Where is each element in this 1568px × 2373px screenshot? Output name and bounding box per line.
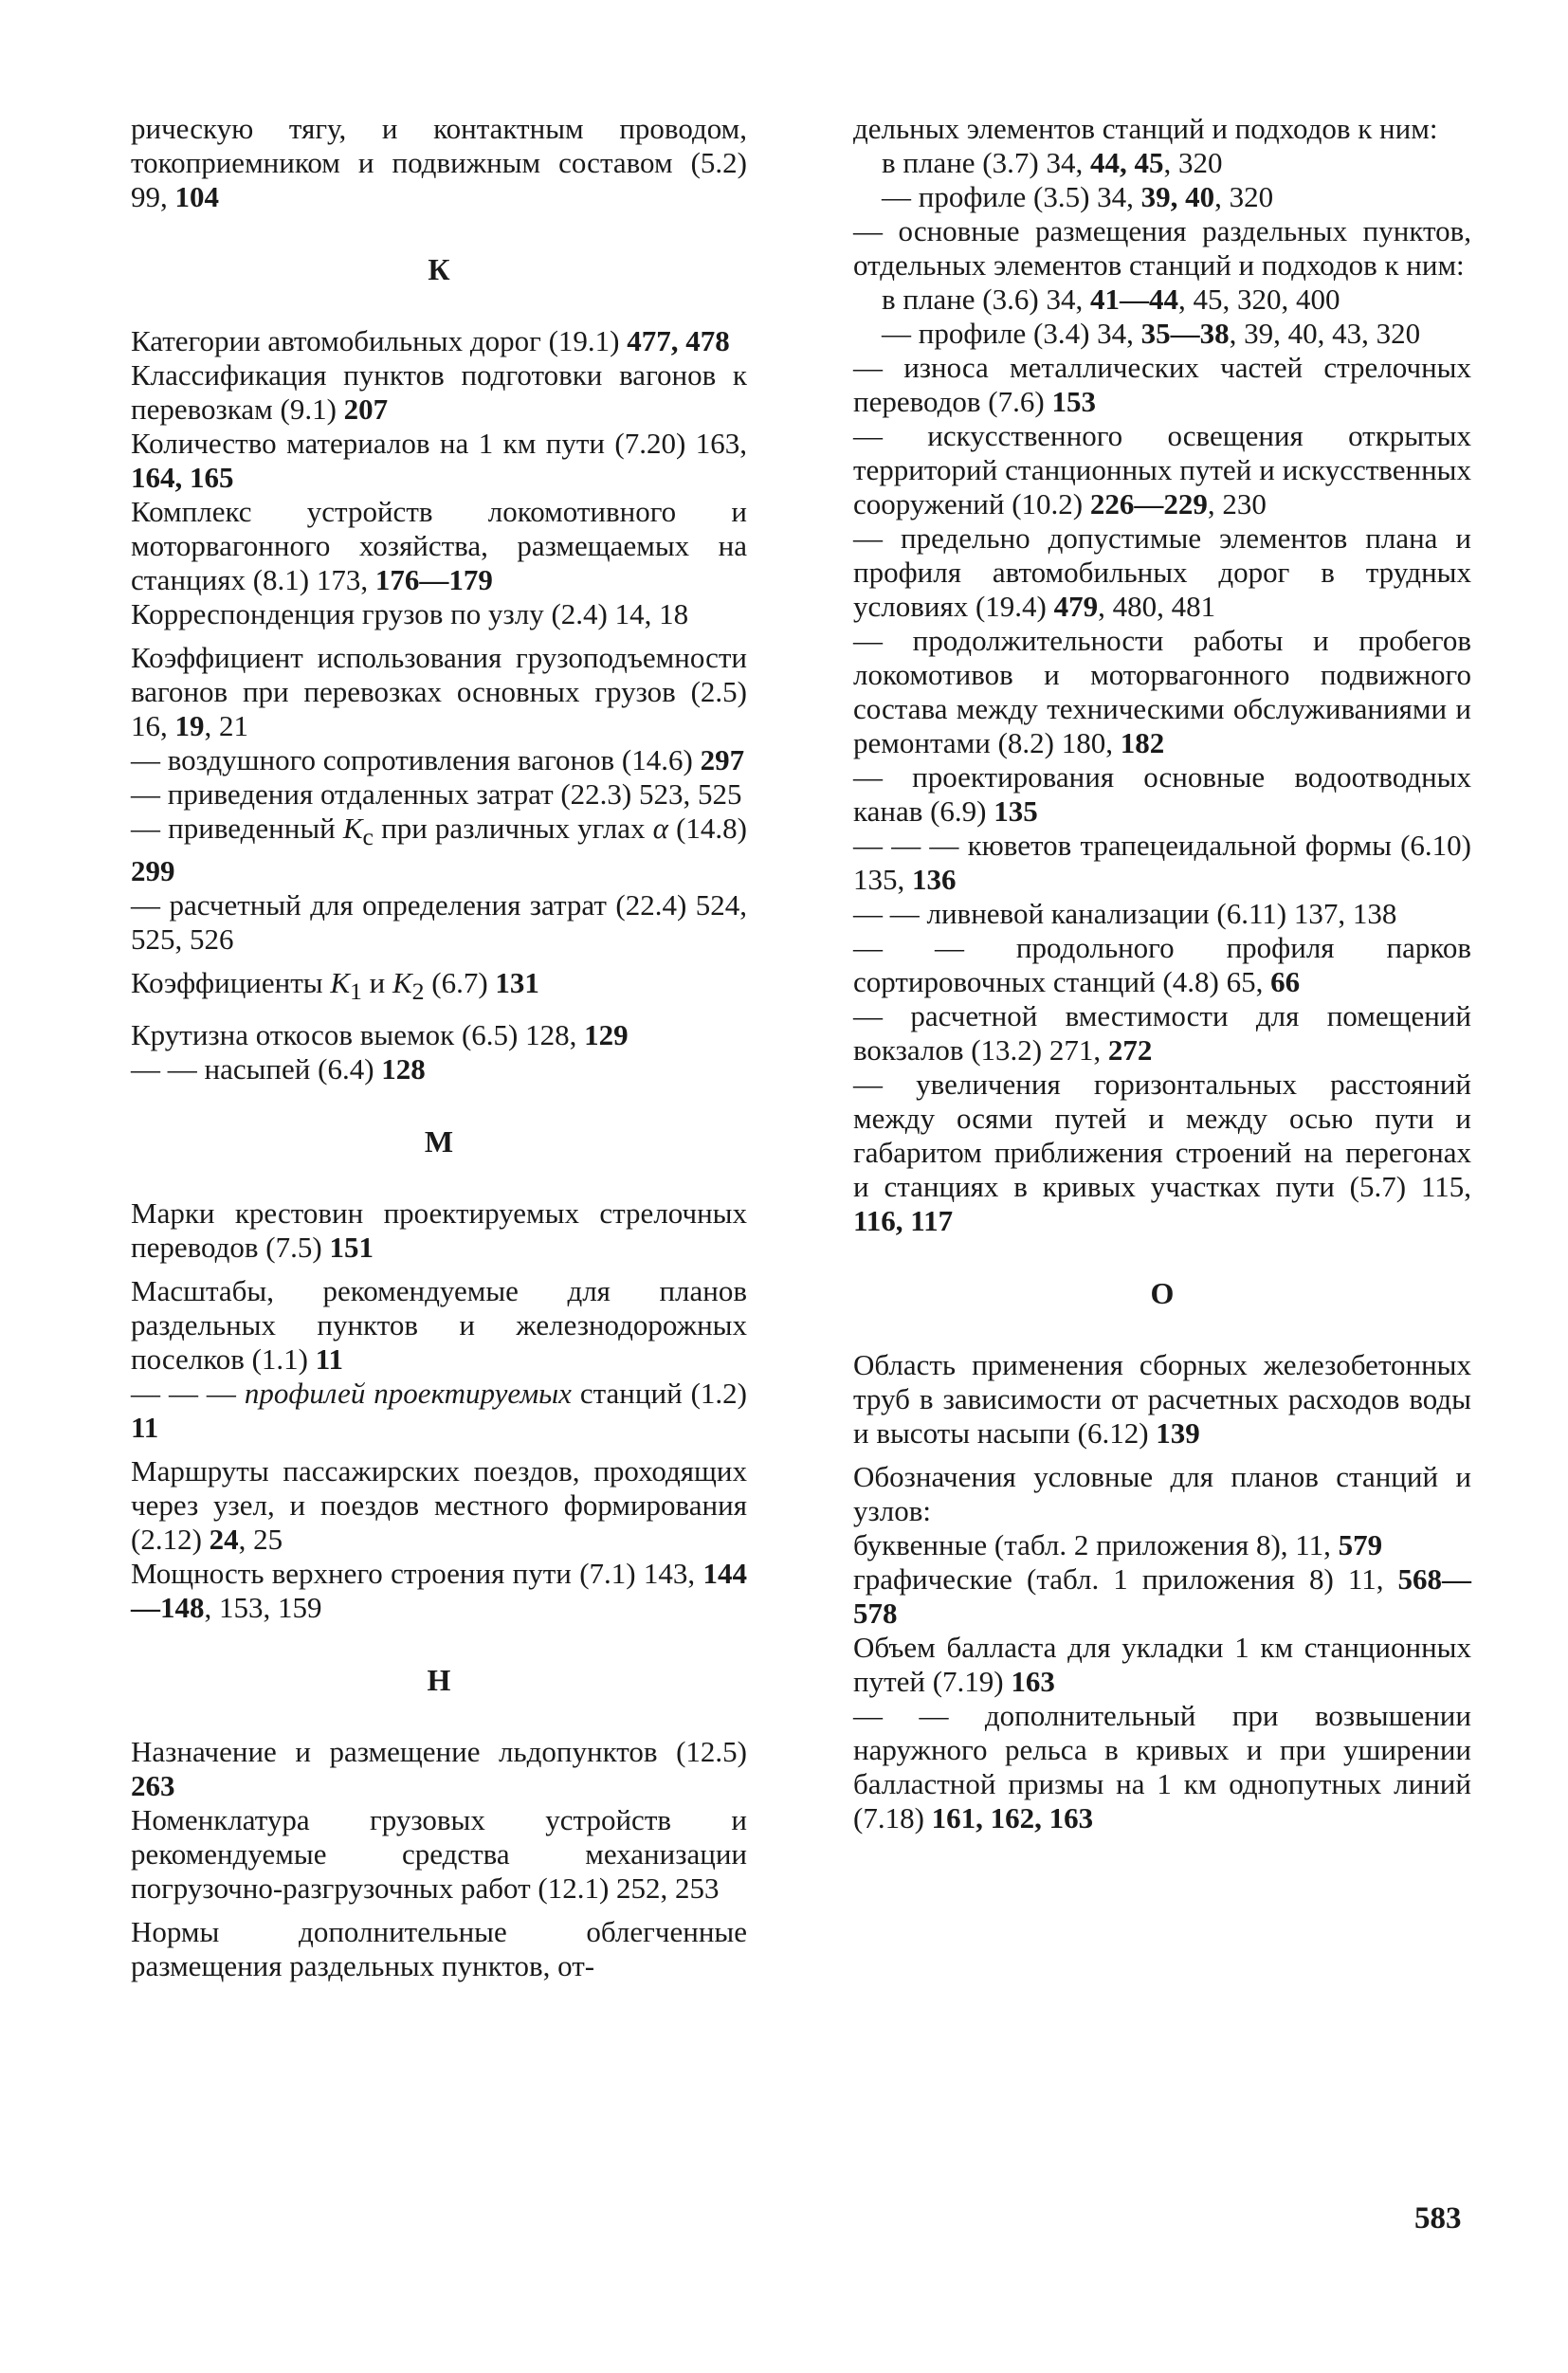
index-entry: Объем балласта для укладки 1 км станционных путей (7.19) 163 <box>853 1631 1471 1698</box>
index-entry: дельных элементов станций и подходов к ним: <box>853 112 1438 145</box>
index-entry: — приведенный $К_с$ при различных углах α (14.8) 299 <box>131 812 747 888</box>
index-entry: — — продольного профиля парков сортировочных станций (4.8) 65, 66 <box>853 931 1471 998</box>
index-entry: Количество материалов на 1 км пути (7.20) 163, 164, 165 <box>131 427 747 494</box>
index-entry: — основные размещения раздельных пунктов, отдельных элементов станций и подходов к ним: <box>853 214 1471 282</box>
index-entry: — проектирования основные водоотводных канав (6.9) 135 <box>853 760 1471 828</box>
index-entry: — — насыпей (6.4) 128 <box>131 1052 426 1086</box>
index-entry: Маршруты пассажирских поездов, проходящих через узел, и поездов местного формирования (2.12) 24, 25 <box>131 1454 747 1557</box>
index-entry: Комплекс устройств локомотивного и моторвагонного хозяйства, размещаемых на станциях (8.1) 173, 176—179 <box>131 495 747 596</box>
index-entry: Крутизна откосов выемок (6.5) 128, 129 <box>131 1018 629 1052</box>
section-letter-o: О <box>1150 1276 1175 1310</box>
index-entry: в плане (3.6) 34, 41—44, 45, 320, 400 <box>882 283 1340 316</box>
index-entry: — — — кюветов трапецеидальной формы (6.10) 135, 136 <box>853 829 1471 896</box>
index-entry: в плане (3.7) 34, 44, 45, 320 <box>882 146 1223 179</box>
index-entry: — искусственного освещения открытых территорий станционных путей и искусственных сооружений (10.2) 226—229, 230 <box>853 419 1471 520</box>
index-entry: буквенные (табл. 2 приложения 8), 11, 579 <box>853 1528 1383 1561</box>
index-entry: Назначение и размещение льдопунктов (12.5) 263 <box>131 1735 747 1803</box>
index-entry: — — — профилей проектируемых станций (1.2) 11 <box>131 1377 747 1445</box>
index-entry: — продолжительности работы и пробегов локомотивов и моторвагонного подвижного состава между техническими обслуживаниями и ремонтами (8.2) 180, 182 <box>853 624 1471 759</box>
index-entry: Корреспонденция грузов по узлу (2.4) 14, 18 <box>131 597 689 630</box>
index-entry: — воздушного сопротивления вагонов (14.6) 297 <box>131 743 745 776</box>
index-entry: — износа металлических частей стрелочных переводов (7.6) 153 <box>853 351 1471 418</box>
index-entry: графические (табл. 1 приложения 8) 11, 568—578 <box>853 1562 1471 1630</box>
index-entry: Обозначения условные для планов станций и узлов: <box>853 1460 1471 1527</box>
index-entry: Нормы дополнительные облегченные размещения раздельных пунктов, от- <box>131 1915 747 1983</box>
index-entry: — приведения отдаленных затрат (22.3) 523, 525 <box>131 777 742 811</box>
index-entry: Марки крестовин проектируемых стрелочных переводов (7.5) 151 <box>131 1196 747 1265</box>
index-entry: — увеличения горизонтальных расстояний между осями путей и между осью пути и габаритом приближения строений на перегонах и станциях в кривых участках пути (5.7) 115, 116, 117 <box>853 1068 1471 1237</box>
index-entry: Масштабы, рекомендуемые для планов раздельных пунктов и железнодорожных поселков (1.1) 11 <box>131 1274 747 1377</box>
index-entry: — — ливневой канализации (6.11) 137, 138 <box>853 897 1397 930</box>
index-entry: Коэффициент использования грузоподъемности вагонов при перевозках основных грузов (2.5) 16, 19, 21 <box>131 641 747 742</box>
index-entry: Классификация пунктов подготовки вагонов к перевозкам (9.1) 207 <box>131 358 747 426</box>
index-entry: — профиле (3.4) 34, 35—38, 39, 40, 43, 320 <box>882 317 1421 350</box>
index-entry: Категории автомобильных дорог (19.1) 477, 478 <box>131 324 730 357</box>
section-letter-m: М <box>424 1124 454 1159</box>
page-number: 583 <box>1414 2201 1462 2236</box>
index-entry: Область применения сборных железобетонных труб в зависимости от расчетных расходов воды и высоты насыпи (6.12) 139 <box>853 1348 1471 1450</box>
index-entry: — — дополнительный при возвышении наружного рельса в кривых и при уширении балластной призмы на 1 км однопутных линий (7.18) 161, 162, 163 <box>853 1699 1471 1835</box>
index-entry: рическую тягу, и контактным проводом, токоприемником и подвижным составом (5.2) 99, 104 <box>131 112 747 213</box>
index-entry: — предельно допустимые элементов плана и профиля автомобильных дорог в трудных условиях (19.4) 479, 480, 481 <box>853 521 1471 623</box>
section-letter-n: Н <box>427 1663 451 1698</box>
index-entry: — профиле (3.5) 34, 39, 40, 320 <box>882 180 1274 213</box>
index-entry: — расчетный для определения затрат (22.4) 524, 525, 526 <box>131 888 747 957</box>
left-column <box>131 112 747 1983</box>
index-entry: Мощность верхнего строения пути (7.1) 143, 144—148, 153, 159 <box>131 1557 747 1625</box>
right-column <box>853 112 1471 1835</box>
section-letter-k: К <box>428 252 450 286</box>
index-entry: Коэффициенты $К_1$ и $К_2$ (6.7) 131 <box>131 966 539 1006</box>
index-entry: — расчетной вместимости для помещений вокзалов (13.2) 271, 272 <box>853 999 1471 1067</box>
index-entry: Номенклатура грузовых устройств и рекомендуемые средства механизации погрузочно-разгрузочных работ (12.1) 252, 253 <box>131 1803 747 1906</box>
